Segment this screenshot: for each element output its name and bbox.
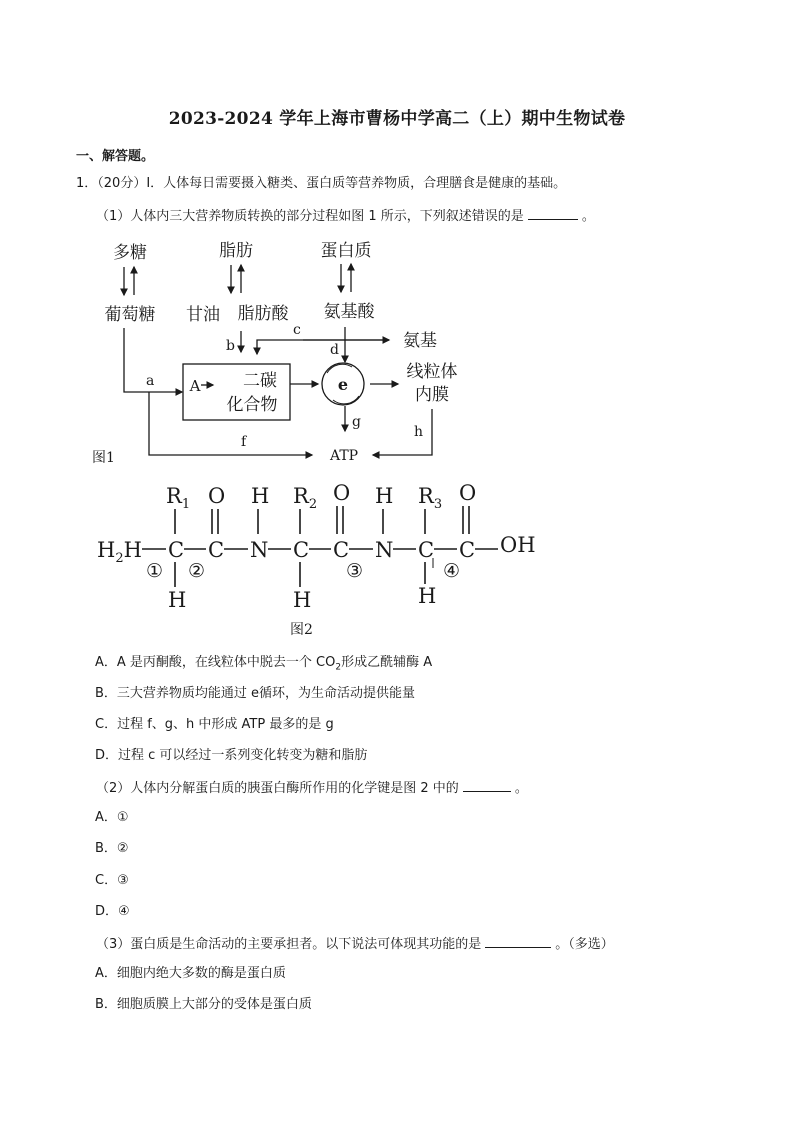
- fig1-amino-acid: 氨基酸: [323, 302, 375, 322]
- fig2-c5: C: [418, 538, 435, 562]
- fig2-h-bottom1: H: [168, 588, 187, 612]
- q3-option-b[interactable]: B．细胞质膜上大部分的受体是蛋白质: [95, 997, 312, 1012]
- q2-prompt-end: 。: [514, 781, 528, 796]
- fig2-mark-1: ①: [146, 560, 164, 582]
- q1-option-d[interactable]: D．过程 c 可以经过一系列变化转变为糖和脂肪: [95, 748, 368, 763]
- fig2-c6: C: [459, 538, 476, 562]
- q3-answer-blank[interactable]: [485, 935, 551, 948]
- fig1-caption: 图1: [92, 450, 115, 466]
- fig2-n2: N: [375, 538, 394, 562]
- fig2-c3: C: [293, 538, 310, 562]
- fig1-mito-2: 内膜: [415, 385, 449, 405]
- fig1-letter-h: h: [414, 424, 424, 440]
- fig1-polysaccharide: 多糖: [113, 243, 147, 263]
- q3-option-a[interactable]: A．细胞内绝大多数的酶是蛋白质: [95, 966, 286, 981]
- q2-prompt-text: （2）人体内分解蛋白质的胰蛋白酶所作用的化学键是图 2 中的: [96, 781, 459, 796]
- fig1-letter-b: b: [226, 338, 235, 354]
- q1-option-c[interactable]: C．过程 f、g、h 中形成 ATP 最多的是 g: [95, 717, 334, 732]
- fig2-r3: $R_3$: [418, 484, 443, 512]
- q1-option-a-tail: 形成乙酰辅酶 A: [341, 655, 433, 670]
- q1-option-a-text: A．A 是丙酮酸，在线粒体中脱去一个 CO: [95, 655, 336, 670]
- q1-prompt-text: （1）人体内三大营养物质转换的部分过程如图 1 所示，下列叙述错误的是: [96, 209, 524, 224]
- fig2-o1: O: [208, 484, 226, 508]
- q1-option-a[interactable]: [95, 655, 432, 676]
- fig1-letter-f: f: [241, 434, 247, 450]
- fig1-mito-1: 线粒体: [406, 362, 458, 382]
- q3-prompt-text: （3）蛋白质是生命活动的主要承担者。以下说法可体现其功能的是: [96, 937, 482, 952]
- fig2-h-bottom3: H: [418, 584, 437, 608]
- q1-prompt-end: 。: [581, 209, 595, 224]
- q2-option-d[interactable]: D．④: [95, 904, 130, 919]
- fig2-mark-4: ④: [443, 560, 461, 582]
- fig2-oh: OH: [500, 533, 536, 557]
- page-title: 2023-2024 学年上海市曹杨中学高二（上）期中生物试卷: [168, 109, 626, 129]
- fig1-letter-c: c: [293, 322, 301, 338]
- q1-option-b[interactable]: B．三大营养物质均能通过 e循环，为生命活动提供能量: [95, 686, 416, 701]
- fig1-two-carbon-2: 化合物: [226, 395, 278, 415]
- q2-answer-blank[interactable]: [463, 779, 511, 792]
- fig2-o3: O: [459, 481, 477, 505]
- fig2-r1: $R_1$: [166, 484, 191, 512]
- q2-option-a[interactable]: A．①: [95, 810, 129, 825]
- fig2-caption: 图2: [290, 622, 313, 638]
- fig1-cycle-label: e: [337, 375, 349, 394]
- fig2-r2: $R_2$: [293, 484, 318, 512]
- q1-option-a-sub: 2: [335, 662, 342, 673]
- fig1-protein: 蛋白质: [320, 241, 372, 261]
- fig1-glycerol: 甘油: [186, 305, 220, 325]
- fig2-h-n1: H: [251, 484, 270, 508]
- fig2-h2n-h: $H_2H$: [97, 538, 142, 566]
- fig2-c4: C: [333, 538, 350, 562]
- fig1-atp: ATP: [330, 448, 359, 464]
- section-heading: 一、解答题。: [76, 149, 155, 164]
- fig2-n1: N: [250, 538, 269, 562]
- fig2-o2: O: [333, 481, 351, 505]
- fig2-h-bottom2: H: [293, 588, 312, 612]
- fig1-amino-group: 氨基: [403, 331, 437, 351]
- fig2-c1: C: [168, 538, 185, 562]
- fig1-glucose: 葡萄糖: [104, 305, 156, 325]
- fig1-two-carbon-1: 二碳: [243, 371, 277, 391]
- q3-prompt: [96, 935, 614, 953]
- fig1-box-a: A: [189, 377, 201, 395]
- q2-prompt: [96, 779, 528, 797]
- fig1-letter-d: d: [330, 342, 339, 358]
- q3-prompt-end: 。（多选）: [555, 937, 614, 952]
- fig1-letter-g: g: [352, 414, 361, 430]
- fig1-fat: 脂肪: [219, 241, 253, 261]
- fig2-mark-3: ③: [346, 560, 364, 582]
- q2-option-b[interactable]: B．②: [95, 841, 129, 856]
- fig1-fatty-acid: 脂肪酸: [237, 304, 289, 324]
- fig2-mark-2: ②: [188, 560, 206, 582]
- question-stem: 1．（20分）Ⅰ．人体每日需要摄入糖类、蛋白质等营养物质，合理膳食是健康的基础。: [76, 176, 567, 191]
- fig2-c2: C: [208, 538, 225, 562]
- fig2-h-n2: H: [375, 484, 394, 508]
- q2-option-c[interactable]: C．③: [95, 873, 129, 888]
- fig1-letter-a: a: [146, 373, 155, 389]
